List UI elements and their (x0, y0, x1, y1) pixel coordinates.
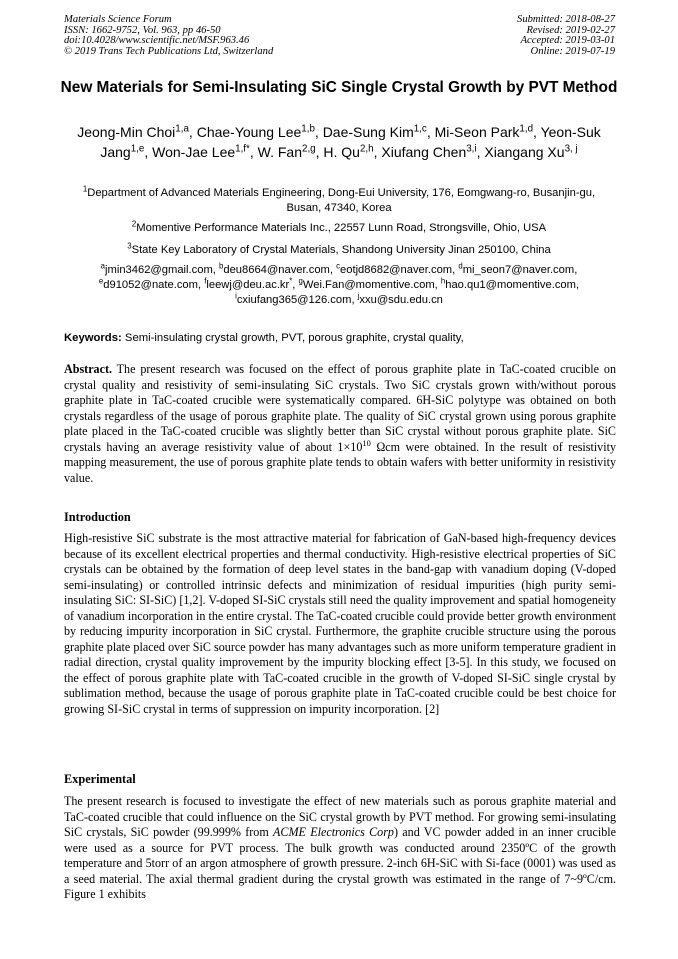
email-list (62, 263, 616, 308)
email: $^e$d91052@nate.com, (98, 276, 205, 291)
email: $^d$mi_seon7@naver.com, (458, 261, 578, 276)
email: $^b$deu8664@naver.com, (218, 261, 337, 276)
affiliation-1: $^1$Department of Advanced Materials Engineering, Dong-Eui University, 176, Eomgwang-ro, Busanjin-gu, Busan, 47340, Korea (82, 184, 596, 214)
email: $^j$xxu@sdu.edu.cn (357, 291, 443, 306)
keywords-text: Semi-insulating crystal growth, PVT, porous graphite, crystal quality, (124, 332, 464, 344)
copyright-line: © 2019 Trans Tech Publications Ltd, Switzerland (64, 45, 274, 57)
keywords-label: Keywords: (64, 332, 122, 344)
author: Xiufang Chen$^{3,i}$, (381, 143, 485, 160)
author: Chae-Young Lee$^{1,b}$, (196, 123, 323, 140)
author: Dae-Sung Kim$^{1,c}$, (322, 123, 435, 140)
email: $^g$Wei.Fan@momentive.com, (298, 276, 441, 291)
submitted-date: Submitted: 2018-08-27 (517, 14, 615, 25)
journal-info (64, 15, 273, 57)
doi-line[interactable]: doi:10.4028/www.scientific.net/MSF.963.46 (64, 35, 250, 47)
experimental-paragraph: The present research is focused to investigate the effect of new materials such as porous graphite material and TaC-coated crucible that could influence on the SiC crystal growth by PVT method. For growing semi-insulating SiC crystals, SiC powder (99.999% from ACME Electronics Corp) and VC powder added in an inner crucible were used as a source for PVT process. The bulk growth was conducted around 2350ºC of the growth temperature and 5torr of an argon atmosphere of growth pressure. 2-inch 6H-SiC with Si-face (0001) was used as a seed material. The axial thermal gradient during the crystal growth was estimated in the range of 7~9ºC/cm. Figure 1 exhibits (64, 794, 616, 901)
email: $^h$hao.qu1@momentive.com, (440, 276, 580, 291)
author: Jeong-Min Choi$^{1,a}$, (77, 123, 197, 140)
author: Mi-Seon Park$^{1,d}$, (434, 123, 541, 140)
email: $^i$cxiufang365@126.com, (235, 291, 358, 306)
email: $^c$eotjd8682@naver.com, (336, 261, 459, 276)
introduction-heading: Introduction (64, 510, 131, 524)
revised-date: Revised: 2019-02-27 (526, 24, 615, 36)
journal-name: Materials Science Forum (64, 14, 172, 25)
introduction-paragraph: High-resistive SiC substrate is the most attractive material for fabrication of GaN-based high-frequency devices because of its excellent electrical properties and thermal conductivity. High-resistive electrical properties of SiC crystals can be obtained by the formation of deep level states in the band-gap with vanadium doping (V-doped semi-insulating) or controlled intrinsic defects and minimization of residual impurities (high purity semi-insulating SiC: SI-SiC) [1,2]. V-doped SI-SiC crystals still need the quality improvement and spatial homogeneity of vanadium incorporation in the entire crystal. The TaC-coated crucible could provide better growth environment by reducing impurity incorporation in SiC crystal. Furthermore, the graphite crucible structure using the porous graphite plate placed over SiC source powder has many advantages such as more uniform temperature gradient in radial direction, crystal quality improvement by the impurity blocking effect [3-5]. In this study, we focused on the effect of porous graphite plate with TaC-coated crucible in the growth of V-doped SI-SiC single crystal by sublimation method, because the usage of porous graphite plate in TaC-coated crucible could be best choice for growing SI-SiC crystal in terms of suppression on impurity incorporation. [2] (64, 531, 616, 716)
accepted-date: Accepted: 2019-03-01 (520, 35, 615, 47)
online-date: Online: 2019-07-19 (530, 45, 615, 57)
affiliation-2: $^2$Momentive Performance Materials Inc., 22557 Lunn Road, Strongsville, Ohio, USA (131, 219, 547, 234)
author: H. Qu$^{2,h}$, (323, 143, 382, 160)
email: $^f$leewj@deu.ac.kr*, (204, 276, 299, 291)
experimental-heading: Experimental (64, 772, 136, 786)
publication-dates (517, 15, 615, 57)
abstract-label: Abstract. (64, 362, 113, 376)
author: Yeon-Suk Jang$^{1,e}$, (100, 124, 601, 160)
author: Won-Jae Lee$^{1,f*}$, (152, 143, 258, 160)
issn-line: ISSN: 1662-9752, Vol. 963, pp 46-50 (64, 24, 221, 36)
author: W. Fan$^{2,g}$, (257, 143, 324, 160)
email: $^a$jmin3462@gmail.com, (100, 261, 219, 276)
paper-title: New Materials for Semi-Insulating SiC Single Crystal Growth by PVT Method (60, 79, 618, 96)
affiliation-3: $^3$State Key Laboratory of Crystal Materials, Shandong University Jinan 250100, China (127, 241, 551, 256)
author: Xiangang Xu$^{3, j}$ (484, 143, 578, 160)
abstract-paragraph: Abstract. The present research was focused on the effect of porous graphite plate in TaC-coated crucible on crystal quality and resistivity of semi-insulating SiC crystals. Two SiC crystals grown with/without porous graphite plate in TaC-coated crucible were systematically compared. 6H-SiC polytype was obtained on both crystals regardless of the usage of porous graphite plate. The quality of SiC crystal grown using porous graphite plate placed in the TaC-coated crucible was slightly better than SiC crystal without porous graphite plate. SiC crystals having an average resistivity value of about $1\times 10^{10}$ Ωcm were obtained. In the result of resistivity mapping measurement, the use of porous graphite plate tends to obtain wafers with better uniformity in resistivity value. (64, 362, 616, 485)
keywords-line (64, 331, 616, 346)
author-list (60, 123, 618, 163)
